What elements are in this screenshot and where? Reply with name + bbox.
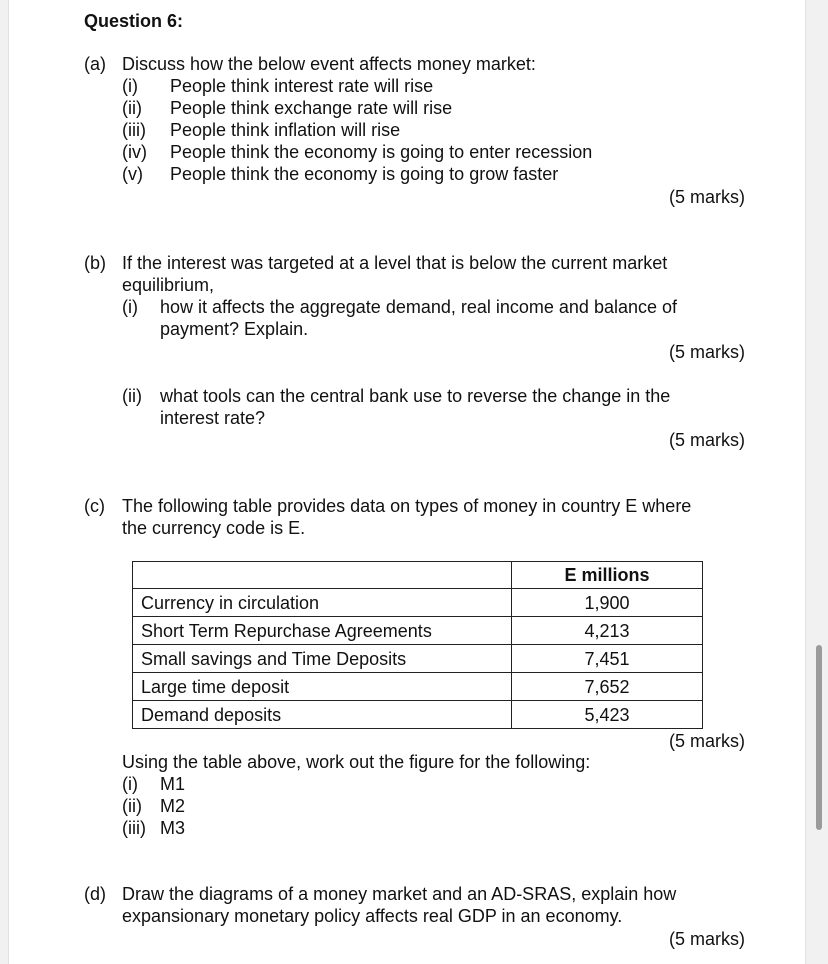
part-a-item-text: People think the economy is going to enter recession [170, 142, 593, 162]
table-header-cell: E millions [512, 562, 703, 589]
table-row-label: Currency in circulation [133, 589, 512, 617]
part-b-label: (b) [84, 253, 106, 273]
part-d-marks: (5 marks) [669, 929, 745, 949]
part-c-text-line1: The following table provides data on types of money in country E where [122, 496, 692, 516]
part-b-sub-ii-num: (ii) [122, 386, 142, 406]
table-row-value: 4,213 [512, 617, 703, 645]
part-a-marks: (5 marks) [669, 187, 745, 207]
part-a-item-num: (ii) [122, 98, 142, 118]
part-b-sub-i-line2: payment? Explain. [160, 319, 309, 339]
table-row-label: Demand deposits [133, 701, 512, 729]
table-header-row [133, 562, 703, 589]
table-row-value: 5,423 [512, 701, 703, 729]
part-b-sub-ii-line1: what tools can the central bank use to reverse the change in the [160, 386, 671, 406]
part-a-item-num: (i) [122, 76, 138, 96]
question-title: Question 6: [84, 11, 184, 31]
part-b-sub-i-num: (i) [122, 297, 138, 317]
part-c-item-text: M1 [160, 774, 186, 794]
part-a-item-text: People think the economy is going to grow faster [170, 164, 559, 184]
part-c-item-text: M2 [160, 796, 186, 816]
part-c-item-num: (iii) [122, 818, 146, 838]
part-b-sub-i-marks: (5 marks) [669, 342, 745, 362]
part-a-text: Discuss how the below event affects money market: [122, 54, 536, 74]
part-b-text-line2: equilibrium, [122, 275, 215, 295]
table-header-cell [133, 562, 512, 589]
table-row [133, 701, 703, 729]
scrollbar-thumb[interactable] [816, 645, 822, 830]
part-a-label: (a) [84, 54, 106, 74]
table-row-value: 7,451 [512, 645, 703, 673]
part-c-item-text: M3 [160, 818, 186, 838]
part-a-item-text: People think exchange rate will rise [170, 98, 453, 118]
part-b-text-line1: If the interest was targeted at a level that is below the current market [122, 253, 668, 273]
table-row-label: Small savings and Time Deposits [133, 645, 512, 673]
part-a-item-num: (v) [122, 164, 143, 184]
part-a-item-num: (iii) [122, 120, 146, 140]
part-a-item-num: (iv) [122, 142, 147, 162]
table-row-value: 7,652 [512, 673, 703, 701]
table-row [133, 589, 703, 617]
part-a-item-text: People think inflation will rise [170, 120, 401, 140]
part-d-label: (d) [84, 884, 106, 904]
part-c-item-num: (i) [122, 774, 138, 794]
part-c-label: (c) [84, 496, 105, 516]
part-d-text-line2: expansionary monetary policy affects real GDP in an economy. [122, 906, 623, 926]
part-c-marks: (5 marks) [669, 731, 745, 751]
part-d-text-line1: Draw the diagrams of a money market and an AD-SRAS, explain how [122, 884, 677, 904]
part-b-sub-ii-line2: interest rate? [160, 408, 266, 428]
table-row-label: Short Term Repurchase Agreements [133, 617, 512, 645]
table-row [133, 645, 703, 673]
part-c-item-num: (ii) [122, 796, 142, 816]
part-a-item-text: People think interest rate will rise [170, 76, 434, 96]
left-page-edge [0, 0, 9, 964]
money-types-table [132, 561, 703, 729]
table-row [133, 673, 703, 701]
part-b-sub-i-line1: how it affects the aggregate demand, real income and balance of [160, 297, 678, 317]
table-row-label: Large time deposit [133, 673, 512, 701]
table-row [133, 617, 703, 645]
part-c-instruction: Using the table above, work out the figure for the following: [122, 752, 591, 772]
part-c-text-line2: the currency code is E. [122, 518, 306, 538]
part-b-sub-ii-marks: (5 marks) [669, 430, 745, 450]
table-row-value: 1,900 [512, 589, 703, 617]
